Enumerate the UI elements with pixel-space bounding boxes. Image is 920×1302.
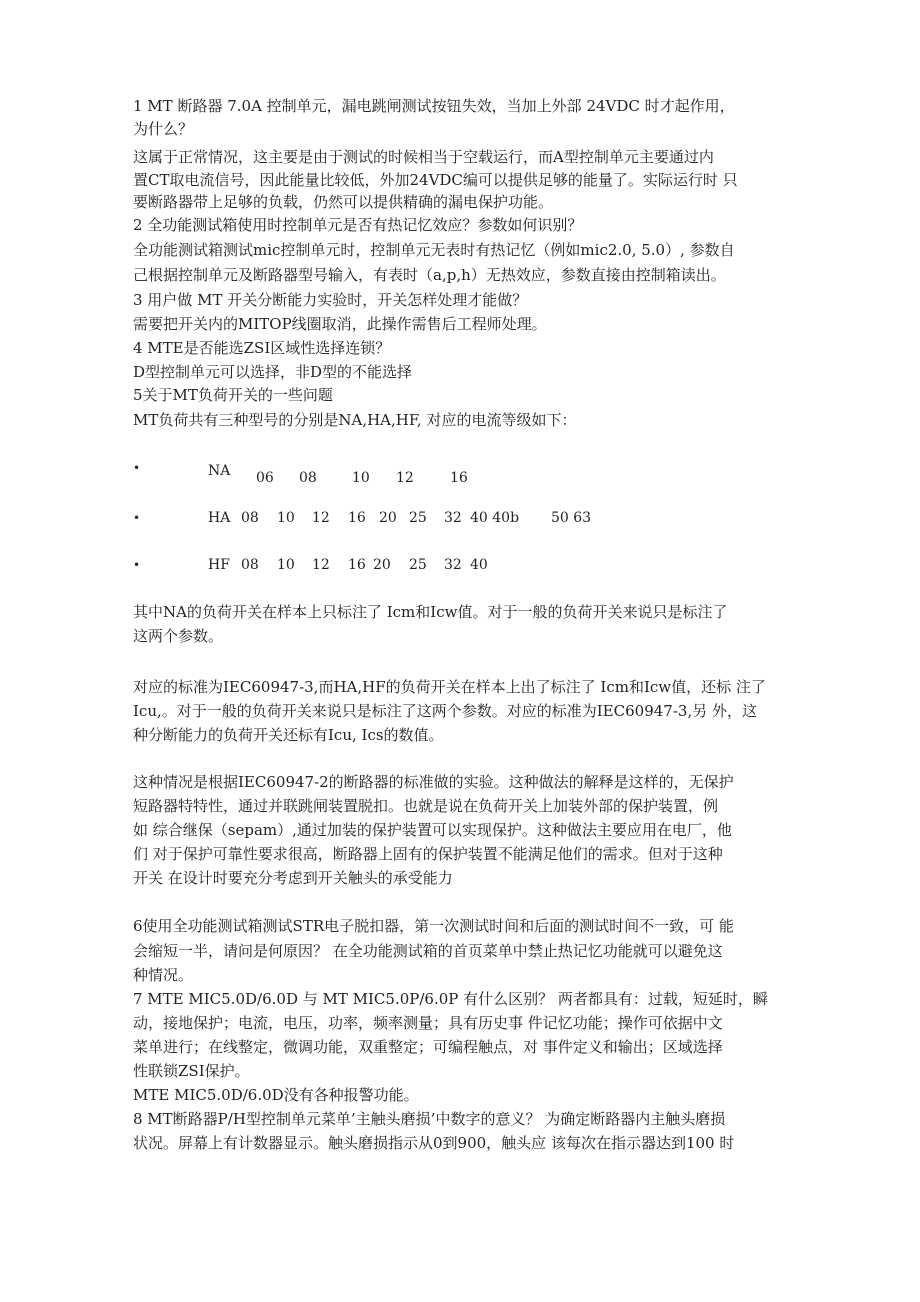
rating-value: 25 [409, 557, 427, 573]
text-line: 状况。屏幕上有计数器显示。触头磨损指示从0到900，触头应 该每次在指示器达到100 时 [133, 1134, 735, 1152]
text-line: 己根据控制单元及断路器型号输入，有表时（a,p,h）无热效应，参数直接由控制箱读出。 [133, 266, 726, 284]
text-line: 种情况。 [133, 966, 194, 984]
rating-value: 12 [396, 470, 414, 486]
rating-value: 20 [373, 557, 391, 573]
text-line: 1 MT 断路器 7.0A 控制单元，漏电跳闸测试按钮失效，当加上外部 24VDC 时才起作用， [133, 97, 735, 115]
text-line: 8 MT断路器P/H型控制单元菜单’主触头磨损’中数字的意义？ 为确定断路器内主触头磨损 [133, 1110, 726, 1128]
text-line: 为什么？ [133, 120, 194, 138]
rating-value: 12 [312, 557, 330, 573]
text-line: 7 MTE MIC5.0D/6.0D 与 MT MIC5.0P/6.0P 有什么区别？ 两者都具有：过载，短延时，瞬 [133, 990, 768, 1008]
text-line: 对应的标准为IEC60947-3,而HA,HF的负荷开关在样本上出了标注了 Icm和Icw值，还标 注了 [133, 678, 766, 696]
row-label: HA [208, 510, 231, 526]
rating-value: 25 [409, 510, 427, 526]
text-line: MTE MIC5.0D/6.0D没有各种报警功能。 [133, 1086, 419, 1104]
text-line: D型控制单元可以选择，非D型的不能选择 [133, 363, 413, 381]
text-line: 全功能测试箱测试mic控制单元时，控制单元无表时有热记忆（例如mic2.0, 5.0）, 参数自 [133, 241, 735, 259]
rating-value: 40 [470, 557, 488, 573]
text-line: Icu,。对于一般的负荷开关来说只是标注了这两个参数。对应的标准为IEC60947-3,另 外，这 [133, 702, 757, 720]
text-line: 短路器特特性，通过并联跳闸装置脱扣。也就是说在负荷开关上加装外部的保护装置，例 [133, 797, 719, 815]
rating-value: 16 [348, 557, 366, 573]
rating-value: 16 [450, 470, 468, 486]
text-line: 2 全功能测试箱使用时控制单元是否有热记忆效应？参数如何识别？ [133, 216, 583, 234]
text-line: 如 综合继保（sepam）,通过加装的保护装置可以实现保护。这种做法主要应用在电厂，他 [133, 821, 732, 839]
text-line: 动，接地保护；电流，电压，功率，频率测量；具有历史事 件记忆功能；操作可依据中文 [133, 1014, 723, 1032]
text-line: 种分断能力的负荷开关还标有Icu, Ics的数值。 [133, 726, 444, 744]
rating-value: 32 [444, 510, 462, 526]
text-line: 要断路器带上足够的负载，仍然可以提供精确的漏电保护功能。 [133, 193, 554, 211]
rating-value: 32 [444, 557, 462, 573]
rating-value: 12 [312, 510, 330, 526]
text-line: 需要把开关内的MITOP线圈取消，此操作需售后工程师处理。 [133, 315, 547, 333]
rating-value: 06 [256, 470, 274, 486]
bullet-icon: • [133, 511, 141, 525]
text-line: 4 MTE是否能选ZSI区域性选择连锁？ [133, 339, 391, 357]
text-line: 开关 在设计时要充分考虑到开关触头的承受能力 [133, 869, 453, 887]
bullet-icon: • [133, 461, 141, 475]
rating-value: 08 [299, 470, 317, 486]
text-line: 5关于MT负荷开关的一些问题 [133, 386, 333, 404]
text-line: 这种情况是根据IEC60947-2的断路器的标准做的实验。这种做法的解释是这样的，无保护 [133, 773, 734, 791]
bullet-icon: • [133, 558, 141, 572]
rating-value: 10 [352, 470, 370, 486]
text-line: 6使用全功能测试箱测试STR电子脱扣器，第一次测试时间和后面的测试时间不一致，可 能 [133, 917, 734, 935]
row-label: NA [208, 463, 231, 479]
text-line: 菜单进行；在线整定，微调功能，双重整定；可编程触点，对 事件定义和输出；区域选择 [133, 1038, 723, 1056]
row-label: HF [208, 557, 230, 573]
text-line: 们 对于保护可靠性要求很高，断路器上固有的保护装置不能满足他们的需求。但对于这种 [133, 845, 723, 863]
rating-value: 16 [348, 510, 366, 526]
text-line: 置CT取电流信号，因此能量比较低，外加24VDC编可以提供足够的能量了。实际运行时 只 [133, 171, 738, 189]
text-line: MT负荷共有三种型号的分别是NA,HA,HF, 对应的电流等级如下： [133, 411, 577, 429]
rating-value: 40 40b [470, 510, 520, 526]
text-line: 其中NA的负荷开关在样本上只标注了 Icm和Icw值。对于一般的负荷开关来说只是标注了 [133, 603, 728, 621]
text-line: 性联锁ZSI保护。 [133, 1062, 250, 1080]
text-line: 会缩短一半，请问是何原因？ 在全功能测试箱的首页菜单中禁止热记忆功能就可以避免这 [133, 942, 723, 960]
rating-value: 08 [241, 510, 259, 526]
text-line: 这两个参数。 [133, 627, 224, 645]
rating-value: 50 63 [551, 510, 592, 526]
rating-value: 10 [277, 510, 295, 526]
rating-value: 10 [277, 557, 295, 573]
text-line: 3 用户做 MT 开关分断能力实验时，开关怎样处理才能做？ [133, 291, 528, 309]
rating-value: 20 [379, 510, 397, 526]
text-line: 这属于正常情况，这主要是由于测试的时候相当于空载运行，而A型控制单元主要通过内 [133, 148, 714, 166]
rating-value: 08 [241, 557, 259, 573]
